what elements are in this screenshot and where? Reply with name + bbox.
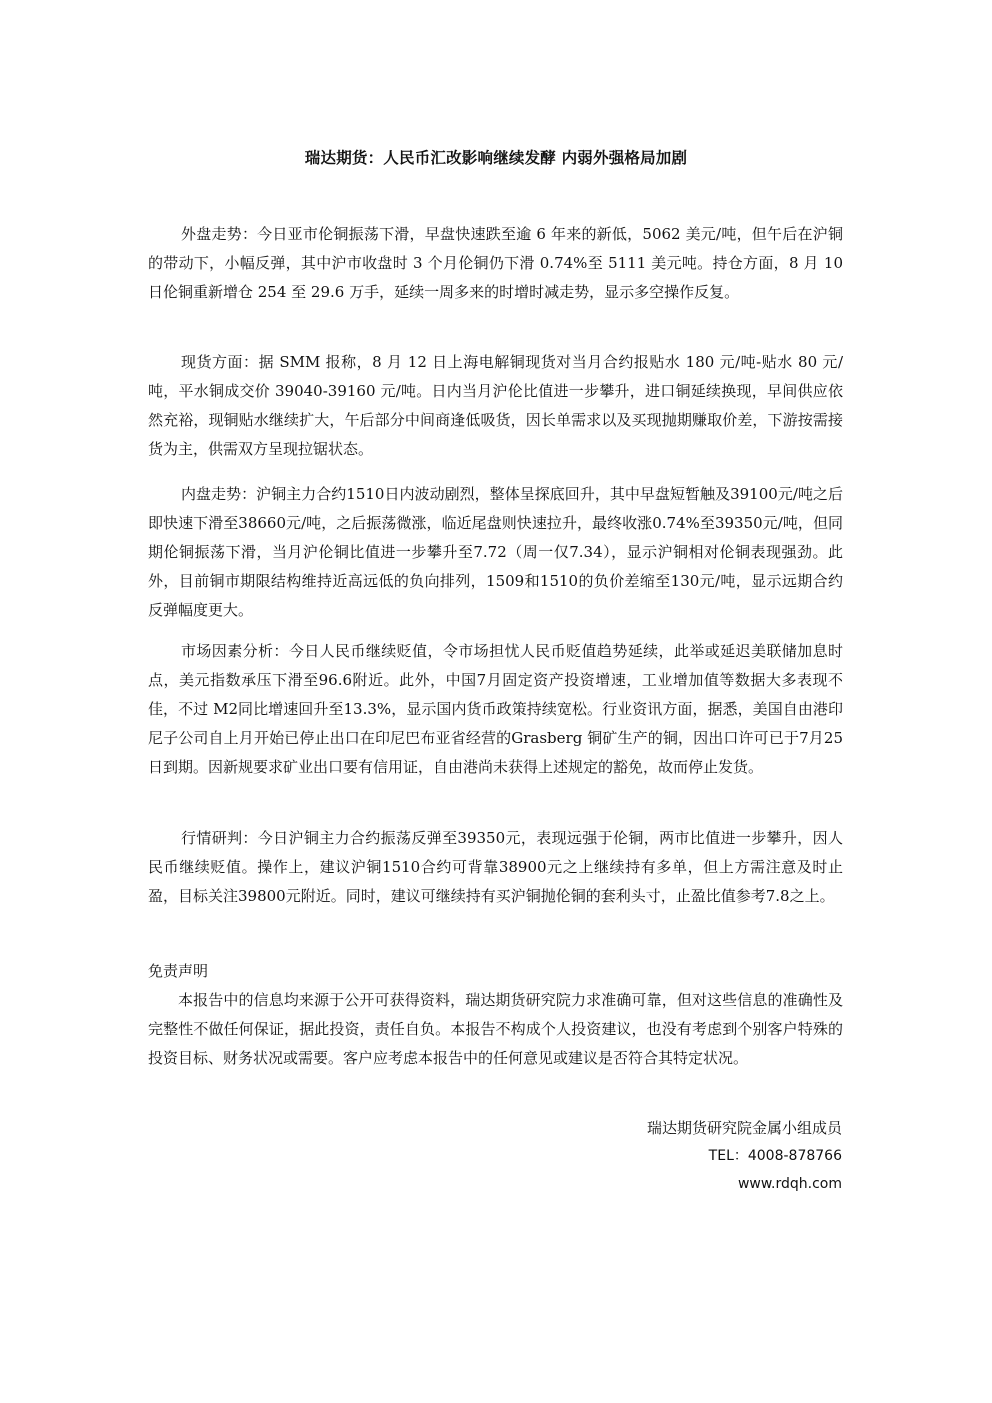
paragraph-spot-market: 现货方面：据 SMM 报称，8 月 12 日上海电解铜现货对当月合约报贴水 180 元/吨-贴水 80 元/吨，平水铜成交价 39040-39160 元/吨。日内当月沪伦比值进一步攀升，进口铜延续换现，早间供应依然充裕，现铜贴水继续扩大，午后部分中间商逢低吸货，因长单需求以及买现抛期赚取价差，下游按需接货为主，供需双方呈现拉锯状态。: [148, 353, 843, 458]
paragraph-overseas-market: 外盘走势：今日亚市伦铜振荡下滑，早盘快速跌至逾 6 年来的新低，5062 美元/吨，但午后在沪铜的带动下，小幅反弹，其中沪市收盘时 3 个月伦铜仍下滑 0.74%至 5111 美元吨。持仓方面，8 月 10 日伦铜重新增仓 254 至 29.6 万手，延续一周多来的时增时减走势，显示多空操作反复。: [148, 225, 843, 301]
signature-org: 瑞达期货研究院金属小组成员: [646, 1119, 842, 1137]
paragraph-domestic-market: 内盘走势：沪铜主力合约1510日内波动剧烈，整体呈探底回升，其中早盘短暂触及39100元/吨之后即快速下滑至38660元/吨，之后振荡微涨，临近尾盘则快速拉升，最终收涨0.74%至39350元/吨，但同期伦铜振荡下滑，当月沪伦铜比值进一步攀升至7.72（周一仅7.34），显示沪铜相对伦铜表现强劲。此外，目前铜市期限结构维持近高远低的负向排列，1509和1510的负价差缩至130元/吨，显示远期合约反弹幅度更大。: [148, 485, 843, 619]
document-title: 瑞达期货：人民币汇改影响继续发酵 内弱外强格局加剧: [304, 149, 688, 167]
signature-website: www.rdqh.com: [737, 1176, 842, 1192]
disclaimer-heading: 免责声明: [148, 962, 209, 980]
disclaimer-text: 本报告中的信息均来源于公开可获得资料，瑞达期货研究院力求准确可靠，但对这些信息的准确性及完整性不做任何保证，据此投资，责任自负。本报告不构成个人投资建议，也没有考虑到个别客户特殊的投资目标、财务状况或需要。客户应考虑本报告中的任何意见或建议是否符合其特定状况。: [148, 991, 843, 1067]
paragraph-market-factors: 市场因素分析：今日人民币继续贬值，令市场担忧人民币贬值趋势延续，此举或延迟美联储加息时点，美元指数承压下滑至96.6附近。此外，中国7月固定资产投资增速，工业增加值等数据大多表现不佳，不过 M2同比增速回升至13.3%，显示国内货币政策持续宽松。行业资讯方面，据悉，美国自由港印尼子公司自上月开始已停止出口在印尼巴布亚省经营的Grasberg 铜矿生产的铜，因出口许可已于7月25日到期。因新规要求矿业出口要有信用证，自由港尚未获得上述规定的豁免，故而停止发货。: [148, 642, 843, 776]
signature-tel: TEL：4008-878766: [708, 1148, 842, 1164]
paragraph-market-outlook: 行情研判：今日沪铜主力合约振荡反弹至39350元，表现远强于伦铜，两市比值进一步攀升，因人民币继续贬值。操作上，建议沪铜1510合约可背靠38900元之上继续持有多单，但上方需注意及时止盈，目标关注39800元附近。同时，建议可继续持有买沪铜抛伦铜的套利头寸，止盈比值参考7.8之上。: [148, 829, 843, 905]
